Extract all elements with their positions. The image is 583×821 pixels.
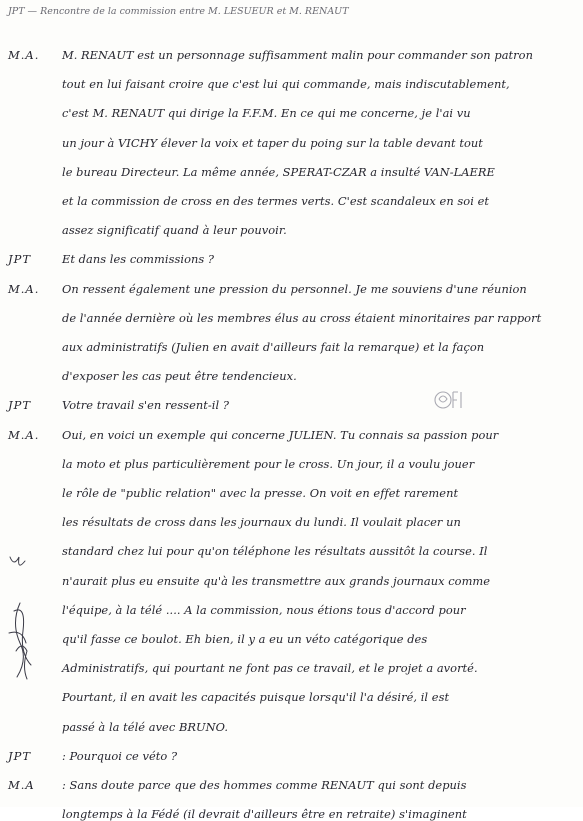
transcript-line: le bureau Directeur. La même année, SPERAT-CZAR a insulté VAN-LAERE (62, 164, 495, 179)
transcript-line: Oui, en voici un exemple qui concerne JULIEN. Tu connais sa passion pour (62, 427, 499, 442)
transcript-line: c'est M. RENAUT qui dirige la F.F.M. En ce qui me concerne, je l'ai vu (62, 106, 471, 121)
transcript-line: aux administratifs (Julien en avait d'ailleurs fait la remarque) et la façon (62, 340, 485, 354)
transcript-line: et la commission de cross en des termes verts. C'est scandaleux en soi et (62, 194, 489, 208)
transcript-line: longtemps à la Fédé (il devrait d'ailleurs être en retraite) s'imaginent (62, 807, 467, 821)
transcript-line: la moto et plus particulièrement pour le cross. Un jour, il a voulu jouer (62, 456, 475, 471)
transcript-line: tout en lui faisant croire que c'est lui qui commande, mais indiscutablement, (62, 77, 510, 92)
transcript-line: Administratifs, qui pourtant ne font pas ce travail, et le projet a avorté. (62, 661, 478, 676)
transcript-line: M. RENAUT est un personnage suffisamment malin pour commander son patron (62, 48, 533, 62)
transcript-line: n'aurait plus eu ensuite qu'à les transmettre aux grands journaux comme (62, 573, 491, 588)
transcript-line: les résultats de cross dans les journaux du lundi. Il voulait placer un (62, 515, 461, 530)
speaker-label: JPT (8, 748, 32, 763)
transcript-line: un jour à VICHY élever la voix et taper du poing sur la table devant tout (62, 135, 483, 150)
transcript-line: le rôle de "public relation" avec la presse. On voit en effet rarement (62, 486, 459, 500)
transcript-line: de l'année dernière où les membres élus au cross étaient minoritaires par rapport (62, 310, 542, 325)
transcript-line: Votre travail s'en ressent-il ? (62, 398, 229, 413)
transcript-line: Et dans les commissions ? (62, 252, 215, 267)
speaker-label: M.A. (8, 427, 40, 442)
transcript-line: On ressent également une pression du personnel. Je me souviens d'une réunion (62, 281, 527, 296)
transcript-line: l'équipe, à la télé .... A la commission, nous étions tous d'accord pour (62, 602, 466, 617)
speaker-label: JPT (8, 398, 32, 413)
margin-signature (0, 555, 40, 695)
transcript-line: d'exposer les cas peut être tendencieux. (62, 369, 297, 384)
transcript-line: : Pourquoi ce véto ? (62, 748, 178, 763)
transcript-line: qu'il fasse ce boulot. Eh bien, il y a eu un véto catégorique des (62, 632, 428, 646)
transcript-line: Pourtant, il en avait les capacités puisque lorsqu'il l'a désiré, il est (62, 690, 450, 705)
speaker-label: JPT (8, 252, 32, 267)
document-header: JPT — Rencontre de la commission entre M. LESUEUR et M. RENAUT (8, 6, 349, 17)
speaker-label: M.A. (8, 48, 40, 62)
archive-stamp (432, 387, 466, 413)
transcript-line: : Sans doute parce que des hommes comme RENAUT qui sont depuis (62, 778, 467, 792)
speaker-label: M.A (8, 778, 35, 792)
speaker-label: M.A. (8, 281, 40, 296)
transcript-line: passé à la télé avec BRUNO. (62, 719, 229, 734)
transcript-line: assez significatif quand à leur pouvoir. (62, 223, 287, 238)
transcript-line: standard chez lui pour qu'on téléphone les résultats aussitôt la course. Il (62, 544, 488, 559)
